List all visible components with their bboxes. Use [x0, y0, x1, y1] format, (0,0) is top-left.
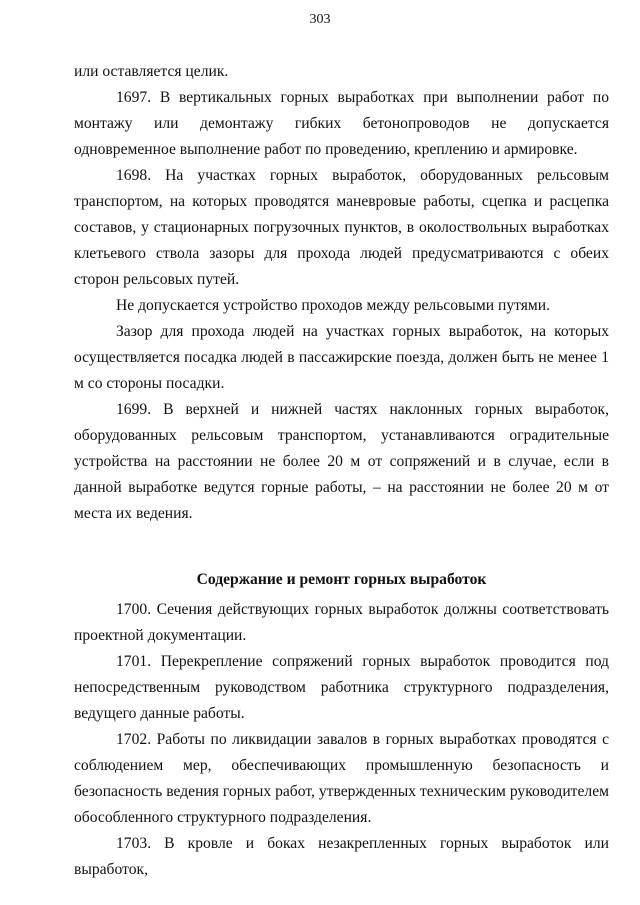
paragraph-passenger-clearance: Зазор для прохода людей на участках горных выработок, на которых осуществляется посадка людей в пассажирские поезда, должен быть не менее 1 м со стороны посадки. [74, 323, 609, 392]
paragraph-continuation: или оставляется целик. [74, 63, 229, 80]
paragraph-1698: 1698. На участках горных выработок, оборудованных рельсовым транспортом, на которых проводятся маневровые работы, сцепка и расцепка составов, у стационарных погрузочных пунктов, в околоствольных выработках клетьевого ствола зазоры для прохода людей предусматриваются с обеих сторон рельсовых путей. [74, 167, 609, 288]
paragraph-1697: 1697. В вертикальных горных выработках при выполнении работ по монтажу или демонтажу гибких бетонопроводов не допускается одновременное выполнение работ по проведению, креплению и армировке. [74, 89, 609, 158]
paragraph-no-passages: Не допускается устройство проходов между рельсовыми путями. [116, 297, 551, 314]
section-heading: Содержание и ремонт горных выработок [196, 571, 487, 588]
paragraph-1702: 1702. Работы по ликвидации завалов в горных выработках проводятся с соблюдением мер, обеспечивающих промышленную безопасность и безопасность ведения горных работ, утвержденных техническим руководителем обособленного структурного подразделения. [74, 731, 609, 826]
page-number: 303 [309, 12, 331, 27]
paragraph-1700: 1700. Сечения действующих горных выработок должны соответствовать проектной документации. [74, 601, 609, 644]
document-body [74, 59, 609, 883]
paragraph-1703: 1703. В кровле и боках незакрепленных горных выработок или выработок, [74, 835, 609, 878]
paragraph-1701: 1701. Перекрепление сопряжений горных выработок проводится под непосредственным руководством работника структурного подразделения, ведущего данные работы. [74, 653, 609, 722]
paragraph-1699: 1699. В верхней и нижней частях наклонных горных выработок, оборудованных рельсовым транспортом, устанавливаются оградительные устройства на расстоянии не более 20 м от сопряжений и в случае, если в данной выработке ведутся горные работы, – на расстоянии не более 20 м от места их ведения. [74, 401, 609, 522]
